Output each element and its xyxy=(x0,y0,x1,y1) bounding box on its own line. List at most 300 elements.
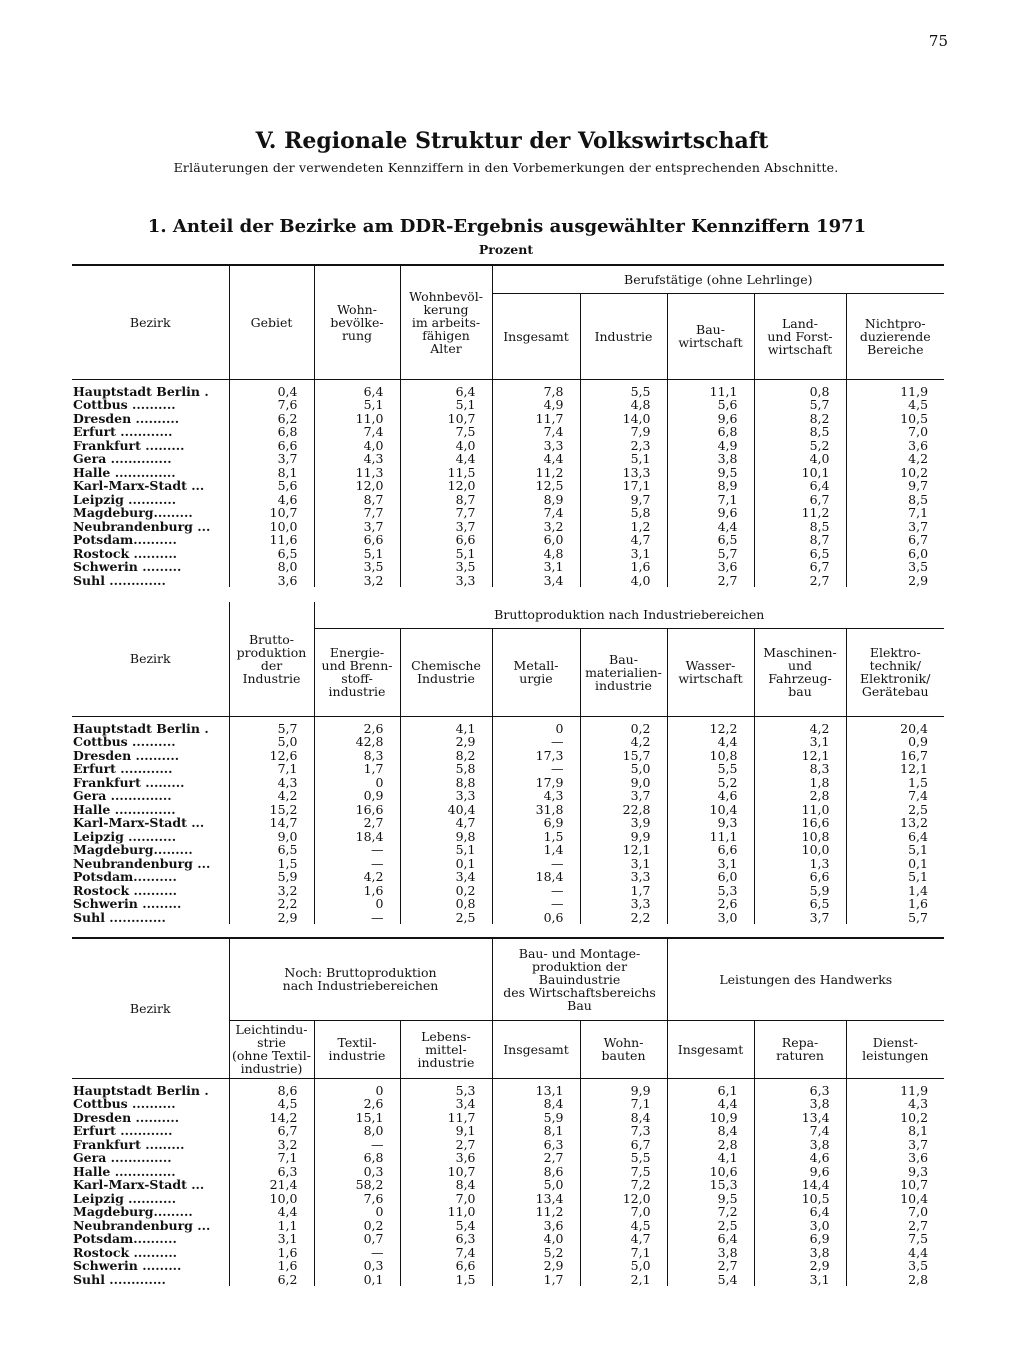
row-label-bezirk: Suhl ............. xyxy=(73,909,166,925)
table-cell: 6,5 xyxy=(754,547,846,561)
table-cell: 2,9 xyxy=(754,1259,846,1273)
table-cell: 0,9 xyxy=(314,789,400,803)
table-cell: 5,2 xyxy=(754,439,846,453)
table-cell: 5,0 xyxy=(580,762,667,776)
table-row xyxy=(72,1232,944,1246)
table-cell: 10,8 xyxy=(754,830,846,844)
table-cell: 2,9 xyxy=(846,574,944,588)
table-cell: 0,6 xyxy=(492,911,580,925)
table-cell: 3,2 xyxy=(492,520,580,534)
table-cell: 3,5 xyxy=(314,560,400,574)
table-cell: 1,5 xyxy=(846,776,944,790)
table-cell: 5,3 xyxy=(667,884,754,898)
table-cell: 6,6 xyxy=(314,533,400,547)
table-cell: 10,8 xyxy=(667,749,754,763)
table-unit: Prozent xyxy=(478,242,534,257)
table-cell: 40,4 xyxy=(400,803,492,817)
table-cell: 7,4 xyxy=(754,1124,846,1138)
table-cell: 8,7 xyxy=(400,493,492,507)
table-cell: 1,6 xyxy=(229,1259,314,1273)
table-cell: 3,0 xyxy=(754,1219,846,1233)
table-cell: 7,5 xyxy=(580,1165,667,1179)
table-cell: 10,2 xyxy=(846,466,944,480)
chapter-subtitle: Erläuterungen der verwendeten Kennziffern in den Vorbemerkungen der entsprechenden Abschnitte. xyxy=(173,160,839,175)
row-label-bezirk: Schwerin ......... xyxy=(73,896,182,911)
table-cell: 7,1 xyxy=(229,762,314,776)
table-row xyxy=(72,379,944,398)
table-cell: 11,0 xyxy=(314,412,400,426)
table-cell: 6,5 xyxy=(667,533,754,547)
row-label-bezirk: Potsdam.......... xyxy=(73,532,177,547)
table-cell: 4,2 xyxy=(580,735,667,749)
table-cell: 6,3 xyxy=(492,1138,580,1152)
table-cell: 7,4 xyxy=(400,1246,492,1260)
table-cell: 11,2 xyxy=(492,466,580,480)
table-cell: 7,5 xyxy=(400,425,492,439)
table-row xyxy=(72,857,944,871)
table-cell: 5,7 xyxy=(754,398,846,412)
row-label-bezirk: Karl-Marx-Stadt ... xyxy=(73,1177,205,1192)
table-cell: 12,0 xyxy=(400,479,492,493)
table-cell: 8,3 xyxy=(754,762,846,776)
table-cell: 2,7 xyxy=(400,1138,492,1152)
table-cell: 4,0 xyxy=(754,452,846,466)
header-lebensmittelindustrie: Lebens- mittel- industrie xyxy=(400,1020,492,1078)
table-cell: 0,2 xyxy=(314,1219,400,1233)
header-bezirk: Bezirk xyxy=(72,602,229,716)
table-row xyxy=(72,843,944,857)
table-cell: 5,5 xyxy=(580,379,667,398)
table-cell: 10,9 xyxy=(667,1111,754,1125)
table-cell: 1,7 xyxy=(580,884,667,898)
row-label-bezirk: Erfurt ............ xyxy=(73,424,173,439)
table-cell: 4,4 xyxy=(667,735,754,749)
table-cell: 7,4 xyxy=(492,506,580,520)
table-cell: 11,9 xyxy=(846,379,944,398)
table-cell: 3,7 xyxy=(846,520,944,534)
table-cell: 8,4 xyxy=(492,1097,580,1111)
table-cell: 9,6 xyxy=(667,412,754,426)
table-row xyxy=(72,412,944,426)
table-cell: 7,1 xyxy=(667,493,754,507)
table-row xyxy=(72,452,944,466)
table-row xyxy=(72,897,944,911)
table-cell: 3,7 xyxy=(580,789,667,803)
table-cell: 5,9 xyxy=(492,1111,580,1125)
table-cell: 4,4 xyxy=(667,520,754,534)
table-cell: 3,7 xyxy=(754,911,846,925)
table-row xyxy=(72,749,944,763)
table-cell: 12,5 xyxy=(492,479,580,493)
table-cell: — xyxy=(314,1246,400,1260)
table-cell: 4,3 xyxy=(314,452,400,466)
table-cell: 14,0 xyxy=(580,412,667,426)
row-label-bezirk: Halle .............. xyxy=(73,1163,176,1179)
table-cell: 7,0 xyxy=(580,1205,667,1219)
table-cell: 15,3 xyxy=(667,1178,754,1192)
table-cell: 6,8 xyxy=(667,425,754,439)
table-cell: 9,1 xyxy=(400,1124,492,1138)
table-cell: 6,4 xyxy=(400,379,492,398)
table-row xyxy=(72,560,944,574)
table-row xyxy=(72,803,944,817)
table-row xyxy=(72,1097,944,1111)
table-cell: 6,3 xyxy=(229,1165,314,1179)
table-cell: 7,4 xyxy=(492,425,580,439)
table-cell: 7,4 xyxy=(314,425,400,439)
table-cell: 4,9 xyxy=(492,398,580,412)
header-handwerk-insgesamt: Insgesamt xyxy=(667,1020,754,1078)
header-bauwirtschaft: Bau- wirtschaft xyxy=(667,293,754,379)
table-cell: 58,2 xyxy=(314,1178,400,1192)
table-cell: 3,5 xyxy=(846,1259,944,1273)
table-cell: 3,2 xyxy=(229,1138,314,1152)
table-cell: 0,3 xyxy=(314,1165,400,1179)
table-cell: 15,2 xyxy=(229,803,314,817)
table-cell: 18,4 xyxy=(492,870,580,884)
table-cell: 6,7 xyxy=(580,1138,667,1152)
table-cell: 6,7 xyxy=(229,1124,314,1138)
table-cell: — xyxy=(314,843,400,857)
table-cell: 9,9 xyxy=(580,1078,667,1097)
table-cell: 9,6 xyxy=(754,1165,846,1179)
table-cell: 8,5 xyxy=(754,425,846,439)
table-cell: 4,2 xyxy=(754,716,846,735)
table-cell: 6,6 xyxy=(229,439,314,453)
table-cell: 5,0 xyxy=(580,1259,667,1273)
table-cell: 3,6 xyxy=(846,439,944,453)
table-cell: 4,4 xyxy=(846,1246,944,1260)
table-cell: 5,9 xyxy=(229,870,314,884)
table-cell: 5,7 xyxy=(229,716,314,735)
table-cell: 10,4 xyxy=(667,803,754,817)
header-wohnbauten: Wohn- bauten xyxy=(580,1020,667,1078)
row-label-bezirk: Neubrandenburg ... xyxy=(73,855,211,871)
table-cell: 1,5 xyxy=(229,857,314,871)
table-cell: 16,6 xyxy=(754,816,846,830)
table-cell: 0,8 xyxy=(400,897,492,911)
table-cell: 13,2 xyxy=(846,816,944,830)
table-cell: 9,7 xyxy=(580,493,667,507)
table-cell: 2,8 xyxy=(846,1273,944,1287)
table-cell: 6,6 xyxy=(400,533,492,547)
table-cell: 3,1 xyxy=(580,857,667,871)
table-cell: 10,7 xyxy=(229,506,314,520)
table-cell: 13,4 xyxy=(754,1111,846,1125)
table-cell: 4,3 xyxy=(229,776,314,790)
table-cell: 11,7 xyxy=(400,1111,492,1125)
table-cell: 10,4 xyxy=(846,1192,944,1206)
table-cell: 8,8 xyxy=(400,776,492,790)
table-row xyxy=(72,1138,944,1152)
table-cell: 0 xyxy=(314,1205,400,1219)
table-cell: 3,8 xyxy=(754,1246,846,1260)
table-cell: 2,9 xyxy=(492,1259,580,1273)
table-cell: 6,2 xyxy=(229,412,314,426)
row-label-bezirk: Gera .............. xyxy=(73,788,172,803)
table-row xyxy=(72,716,944,735)
row-label-bezirk: Leipzig ........... xyxy=(73,491,177,507)
table-cell: 11,0 xyxy=(400,1205,492,1219)
header-bau-insgesamt: Insgesamt xyxy=(492,1020,580,1078)
table-cell: 3,6 xyxy=(846,1151,944,1165)
table-cell: 7,1 xyxy=(846,506,944,520)
table-cell: 4,6 xyxy=(229,493,314,507)
header-energie-brennstoff: Energie- und Brenn- stoff- industrie xyxy=(314,628,400,716)
table-cell: 3,0 xyxy=(667,911,754,925)
table-cell: — xyxy=(492,884,580,898)
table-cell: 4,7 xyxy=(400,816,492,830)
table-row xyxy=(72,762,944,776)
table-cell: 2,5 xyxy=(400,911,492,925)
table-cell: 6,5 xyxy=(754,897,846,911)
table-cell: 3,8 xyxy=(754,1097,846,1111)
table-row xyxy=(72,1111,944,1125)
table-cell: 10,1 xyxy=(754,466,846,480)
table-cell: 4,6 xyxy=(754,1151,846,1165)
table-row xyxy=(72,439,944,453)
table-cell: 14,7 xyxy=(229,816,314,830)
table-cell: 5,3 xyxy=(400,1078,492,1097)
table-cell: 12,1 xyxy=(580,843,667,857)
table-cell: 22,8 xyxy=(580,803,667,817)
table-cell: 8,1 xyxy=(229,466,314,480)
table-cell: — xyxy=(492,857,580,871)
row-label-bezirk: Karl-Marx-Stadt ... xyxy=(73,815,205,830)
table-cell: 0,8 xyxy=(754,379,846,398)
table-cell: 7,6 xyxy=(229,398,314,412)
table-cell: 6,1 xyxy=(667,1078,754,1097)
row-label-bezirk: Hauptstadt Berlin . xyxy=(73,383,209,399)
header-chemische-industrie: Chemische Industrie xyxy=(400,628,492,716)
page-number: 75 xyxy=(928,32,948,50)
table-cell: 0,1 xyxy=(400,857,492,871)
table-cell: 16,7 xyxy=(846,749,944,763)
table-cell: 4,4 xyxy=(400,452,492,466)
table-cell: 5,2 xyxy=(667,776,754,790)
table-cell: 9,9 xyxy=(580,830,667,844)
table-cell: 5,1 xyxy=(846,843,944,857)
table-cell: 5,1 xyxy=(400,398,492,412)
table-cell: 17,9 xyxy=(492,776,580,790)
table-cell: 1,5 xyxy=(400,1273,492,1287)
table-cell: 12,6 xyxy=(229,749,314,763)
row-label-bezirk: Neubrandenburg ... xyxy=(73,518,211,534)
table-cell: 8,0 xyxy=(314,1124,400,1138)
table-cell: 5,1 xyxy=(400,843,492,857)
header-insgesamt: Insgesamt xyxy=(492,293,580,379)
table-cell: 5,1 xyxy=(314,547,400,561)
table-cell: 8,3 xyxy=(314,749,400,763)
table-cell: 8,4 xyxy=(400,1178,492,1192)
table-cell: 2,5 xyxy=(667,1219,754,1233)
table-cell: 2,2 xyxy=(229,897,314,911)
table-cell: 12,2 xyxy=(667,716,754,735)
row-label-bezirk: Leipzig ........... xyxy=(73,1190,177,1206)
table-cell: 13,3 xyxy=(580,466,667,480)
table-cell: 5,0 xyxy=(229,735,314,749)
table-cell: 3,1 xyxy=(667,857,754,871)
table-cell: 10,5 xyxy=(754,1192,846,1206)
table-cell: 7,6 xyxy=(314,1192,400,1206)
table-cell: — xyxy=(492,735,580,749)
table-cell: 1,6 xyxy=(229,1246,314,1260)
header-bezirk: Bezirk xyxy=(72,265,229,379)
table-cell: 5,1 xyxy=(314,398,400,412)
table-cell: 3,6 xyxy=(492,1219,580,1233)
table-cell: 7,4 xyxy=(846,789,944,803)
table-cell: 8,4 xyxy=(580,1111,667,1125)
table-cell: 4,9 xyxy=(667,439,754,453)
table-cell: 0 xyxy=(314,1078,400,1097)
table-row xyxy=(72,884,944,898)
table-cell: 10,5 xyxy=(846,412,944,426)
table-cell: 2,6 xyxy=(667,897,754,911)
table-row xyxy=(72,520,944,534)
table-row xyxy=(72,911,944,925)
table-cell: 7,8 xyxy=(492,379,580,398)
row-label-bezirk: Dresden .......... xyxy=(73,410,180,426)
table-cell: 6,6 xyxy=(400,1259,492,1273)
table-cell: — xyxy=(314,911,400,925)
table-cell: 1,2 xyxy=(580,520,667,534)
table-cell: 8,1 xyxy=(846,1124,944,1138)
table-cell: 8,0 xyxy=(229,560,314,574)
table-cell: 9,0 xyxy=(229,830,314,844)
table-section-2 xyxy=(72,602,944,924)
table-row xyxy=(72,466,944,480)
header-industrie: Industrie xyxy=(580,293,667,379)
header-bau-montageproduktion: Bau- und Montage- produktion der Bauindustrie des Wirtschaftsbereichs Bau xyxy=(492,938,667,1020)
table-cell: 2,7 xyxy=(846,1219,944,1233)
row-label-bezirk: Gera .............. xyxy=(73,451,172,466)
table-cell: — xyxy=(492,762,580,776)
table-cell: 7,1 xyxy=(229,1151,314,1165)
row-label-bezirk: Schwerin ......... xyxy=(73,1258,182,1273)
table-cell: 3,1 xyxy=(580,547,667,561)
row-label-bezirk: Schwerin ......... xyxy=(73,559,182,574)
table-cell: 3,1 xyxy=(754,1273,846,1287)
table-cell: 4,6 xyxy=(667,789,754,803)
table-row xyxy=(72,547,944,561)
table-cell: 3,8 xyxy=(667,1246,754,1260)
table-cell: 4,7 xyxy=(580,533,667,547)
table-cell: 4,2 xyxy=(314,870,400,884)
table-cell: 6,5 xyxy=(229,547,314,561)
table-cell: 11,2 xyxy=(754,506,846,520)
table-cell: 2,3 xyxy=(580,439,667,453)
row-label-bezirk: Cottbus .......... xyxy=(73,1096,176,1111)
table-cell: 3,3 xyxy=(580,897,667,911)
header-maschinenbau: Maschinen- und Fahrzeug- bau xyxy=(754,628,846,716)
table-cell: 21,4 xyxy=(229,1178,314,1192)
table-cell: 4,5 xyxy=(846,398,944,412)
table-cell: 7,7 xyxy=(400,506,492,520)
table-row xyxy=(72,735,944,749)
table-cell: 6,0 xyxy=(667,870,754,884)
table-cell: 3,7 xyxy=(400,520,492,534)
row-label-bezirk: Magdeburg......... xyxy=(73,842,193,857)
table-cell: 8,7 xyxy=(314,493,400,507)
table-cell: 1,4 xyxy=(492,843,580,857)
table-cell: 3,8 xyxy=(667,452,754,466)
row-label-bezirk: Halle .............. xyxy=(73,464,176,480)
table-row xyxy=(72,425,944,439)
table-cell: 4,4 xyxy=(492,452,580,466)
row-label-bezirk: Neubrandenburg ... xyxy=(73,1217,211,1233)
table-cell: 7,1 xyxy=(580,1097,667,1111)
table-cell: 7,9 xyxy=(580,425,667,439)
table-cell: 6,9 xyxy=(754,1232,846,1246)
table-cell: 1,3 xyxy=(754,857,846,871)
row-label-bezirk: Rostock .......... xyxy=(73,545,178,561)
table-row xyxy=(72,493,944,507)
table-row xyxy=(72,870,944,884)
table-cell: 1,6 xyxy=(846,897,944,911)
header-wohnbevoelkerung: Wohn- bevölke- rung xyxy=(314,265,400,379)
table-cell: 4,0 xyxy=(580,574,667,588)
table-cell: 9,8 xyxy=(400,830,492,844)
table-cell: 16,6 xyxy=(314,803,400,817)
table-cell: 11,7 xyxy=(492,412,580,426)
table-cell: 11,1 xyxy=(667,379,754,398)
table-cell: 5,8 xyxy=(400,762,492,776)
row-label-bezirk: Rostock .......... xyxy=(73,882,178,898)
table-cell: 5,8 xyxy=(580,506,667,520)
table-cell: 6,2 xyxy=(229,1273,314,1287)
table-cell: 2,7 xyxy=(667,1259,754,1273)
table-cell: 12,1 xyxy=(846,762,944,776)
table-cell: 5,5 xyxy=(667,762,754,776)
table-cell: 9,6 xyxy=(667,506,754,520)
table-cell: 5,4 xyxy=(667,1273,754,1287)
header-land-forstwirtschaft: Land- und Forst- wirtschaft xyxy=(754,293,846,379)
header-metallurgie: Metall- urgie xyxy=(492,628,580,716)
table-cell: 4,4 xyxy=(667,1097,754,1111)
header-leichtindustrie: Leichtindu- strie (ohne Textil- industrie) xyxy=(229,1020,314,1078)
row-label-bezirk: Halle .............. xyxy=(73,801,176,817)
table-cell: 3,3 xyxy=(580,870,667,884)
header-reparaturen: Repa- raturen xyxy=(754,1020,846,1078)
table-cell: 6,6 xyxy=(754,870,846,884)
table-row xyxy=(72,1192,944,1206)
table-cell: 7,3 xyxy=(580,1124,667,1138)
table-cell: 0,1 xyxy=(846,857,944,871)
table-cell: 7,1 xyxy=(580,1246,667,1260)
table-cell: 0,2 xyxy=(400,884,492,898)
table-cell: 6,7 xyxy=(754,493,846,507)
header-baumaterialien: Bau- materialien- industrie xyxy=(580,628,667,716)
row-label-bezirk: Gera .............. xyxy=(73,1150,172,1165)
table-row xyxy=(72,398,944,412)
table-cell: 6,3 xyxy=(400,1232,492,1246)
table-cell: 4,4 xyxy=(229,1205,314,1219)
table-cell: 4,8 xyxy=(580,398,667,412)
table-cell: 4,3 xyxy=(846,1097,944,1111)
header-gebiet: Gebiet xyxy=(229,265,314,379)
table-cell: 7,5 xyxy=(846,1232,944,1246)
table-cell: 0 xyxy=(314,776,400,790)
table-cell: 13,4 xyxy=(492,1192,580,1206)
table-cell: 1,1 xyxy=(229,1219,314,1233)
table-cell: 3,3 xyxy=(492,439,580,453)
table-cell: 3,6 xyxy=(229,574,314,588)
table-cell: 5,2 xyxy=(492,1246,580,1260)
table-cell: 10,6 xyxy=(667,1165,754,1179)
table-cell: 8,5 xyxy=(754,520,846,534)
row-label-bezirk: Magdeburg......... xyxy=(73,505,193,520)
table-cell: 13,1 xyxy=(492,1078,580,1097)
